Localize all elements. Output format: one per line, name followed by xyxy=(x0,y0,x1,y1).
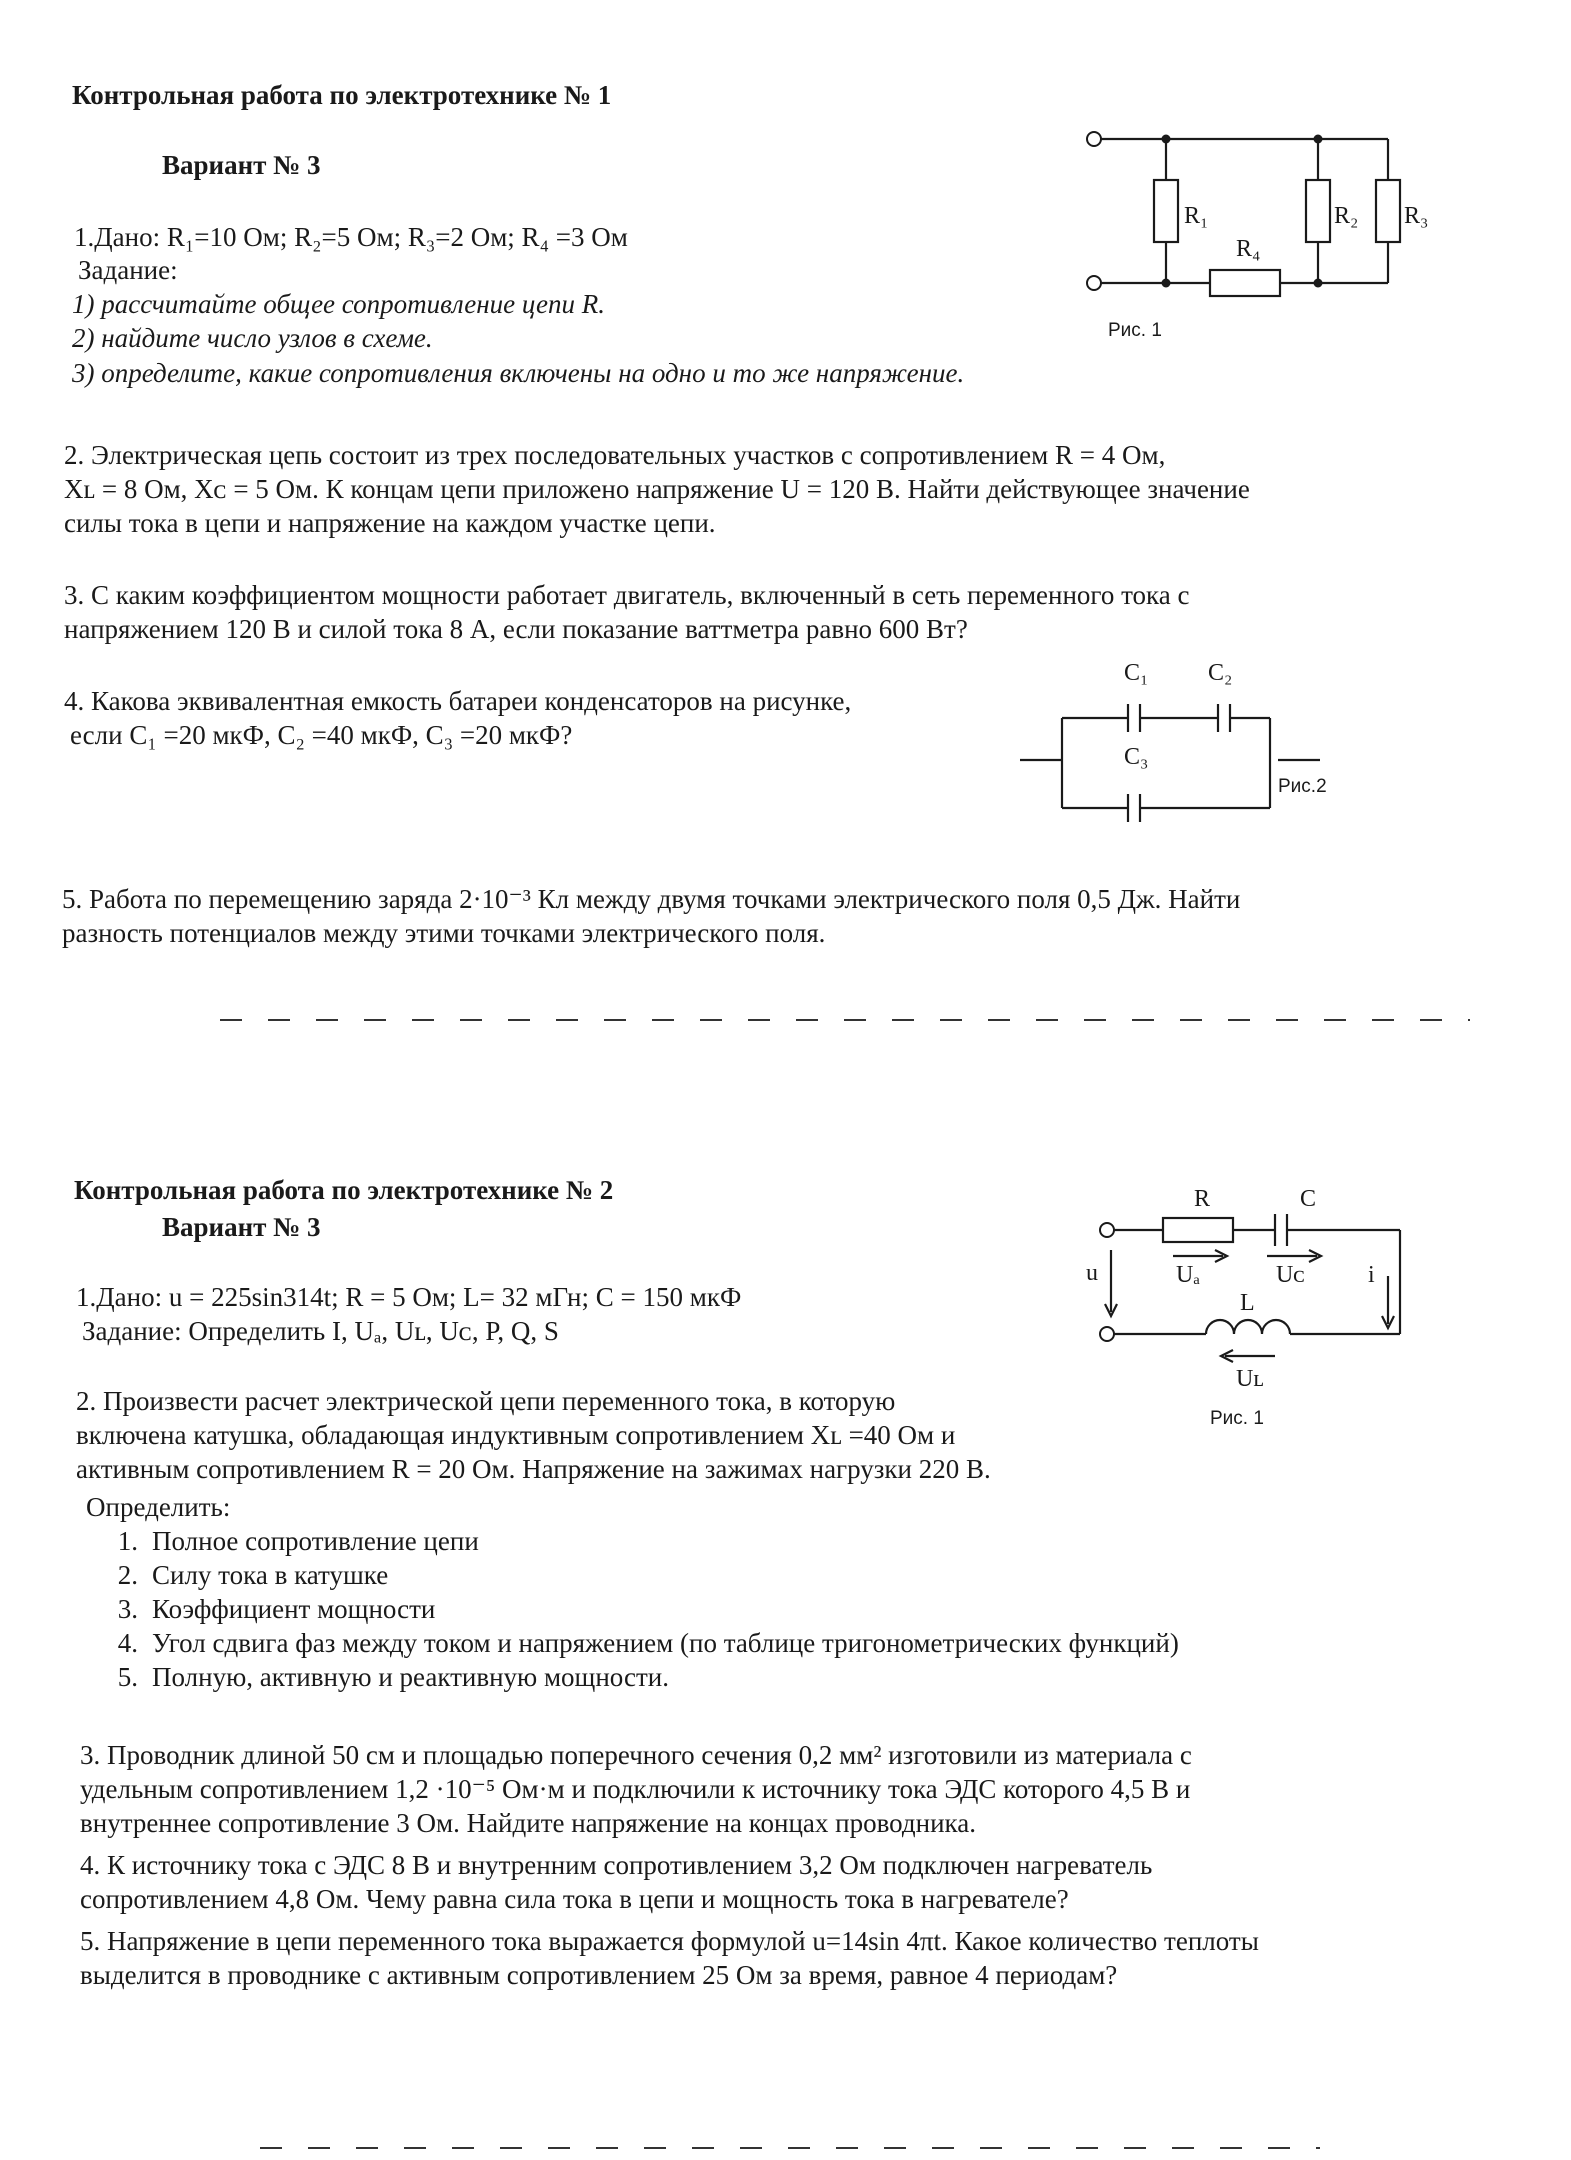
label-c1: C₁ xyxy=(1124,660,1149,686)
work2-q3-line-2: удельным сопротивлением 1,2 ·10⁻⁵ Ом·м и подключили к источнику тока ЭДС которого 4,5 В и xyxy=(80,1774,1191,1804)
work1-figure2-caption: Рис.2 xyxy=(1278,776,1327,797)
work1-q2-line-1: 2. Электрическая цепь состоит из трех последовательных участков с сопротивлением R = 4 Ом, xyxy=(64,440,1166,470)
terminal-bottom xyxy=(1100,1327,1114,1341)
resistor-r xyxy=(1163,1218,1233,1242)
work2-q1-task: Задание: Определить I, Uₐ, Uʟ, Uᴄ, P, Q, S xyxy=(82,1316,559,1346)
work1-figure2-circuit xyxy=(1020,690,1340,830)
label-r2: R₂ xyxy=(1334,203,1359,229)
list-item: 4. Угол сдвига фаз между током и напряжением (по таблице тригонометрических функций) xyxy=(117,1628,1179,1658)
list-item-text: Силу тока в катушке xyxy=(152,1560,389,1590)
work2-figure1-caption: Рис. 1 xyxy=(1210,1408,1264,1429)
work1-q3-line-2: напряжением 120 В и силой тока 8 А, если показание ваттметра равно 600 Вт? xyxy=(64,614,968,644)
work1-q1-task-1: 1) рассчитайте общее сопротивление цепи R. xyxy=(72,289,606,319)
inductor-l xyxy=(1206,1320,1290,1334)
work1-q4-line-1: 4. Какова эквивалентная емкость батареи конденсаторов на рисунке, xyxy=(64,686,852,716)
work2-title: Контрольная работа по электротехнике № 2 xyxy=(74,1175,614,1205)
work2-q1-given: 1.Дано: u = 225sin314t; R = 5 Ом; L= 32 мГн; C = 150 мкФ xyxy=(76,1282,742,1312)
list-item-text: Полную, активную и реактивную мощности. xyxy=(152,1662,669,1692)
work2-q2-line-2: включена катушка, обладающая индуктивным сопротивлением Xʟ =40 Ом и xyxy=(76,1420,956,1450)
work2-q3-line-1: 3. Проводник длиной 50 см и площадью поперечного сечения 0,2 мм² изготовили из материала с xyxy=(80,1740,1192,1770)
list-item-text: Полное сопротивление цепи xyxy=(152,1526,479,1556)
work2-q4-line-1: 4. К источнику тока с ЭДС 8 В и внутренним сопротивлением 3,2 Ом подключен нагреватель xyxy=(80,1850,1153,1880)
work1-q5-line-2: разность потенциалов между этими точками электрического поля. xyxy=(62,918,826,948)
label-r: R xyxy=(1194,1186,1211,1212)
work1-q4-line-2: если C₁ =20 мкФ, C₂ =40 мкФ, C₃ =20 мкФ? xyxy=(70,720,573,750)
work2-q2-line-4: Определить: xyxy=(86,1492,231,1522)
work1-q1-task-3: 3) определите, какие сопротивления включены на одно и то же напряжение. xyxy=(72,358,965,388)
work2-q2-line-3: активным сопротивлением R = 20 Ом. Напряжение на зажимах нагрузки 220 В. xyxy=(76,1454,991,1484)
work2-variant: Вариант № 3 xyxy=(162,1212,321,1242)
label-r3: R₃ xyxy=(1404,203,1429,229)
work1-variant: Вариант № 3 xyxy=(162,150,321,180)
list-item-text: Коэффициент мощности xyxy=(152,1594,436,1624)
list-item: 3. Коэффициент мощности xyxy=(117,1594,436,1624)
resistor-r3 xyxy=(1376,180,1400,242)
label-c3: C₃ xyxy=(1124,744,1149,770)
label-ua: Uₐ xyxy=(1176,1262,1200,1288)
work1-figure1-circuit xyxy=(1080,125,1460,315)
cut-line-bottom xyxy=(0,2138,1571,2158)
cut-line xyxy=(0,1010,1571,1030)
label-c: C xyxy=(1300,1186,1317,1212)
work2-q3-line-3: внутреннее сопротивление 3 Ом. Найдите напряжение на концах проводника. xyxy=(80,1808,976,1838)
work1-q1-task-2: 2) найдите число узлов в схеме. xyxy=(72,323,433,353)
work2-q2-line-1: 2. Произвести расчет электрической цепи переменного тока, в которую xyxy=(76,1386,896,1416)
work2-q5-line-1: 5. Напряжение в цепи переменного тока выражается формулой u=14sin 4πt. Какое количество теплоты xyxy=(80,1926,1259,1956)
label-ul: Uʟ xyxy=(1236,1366,1264,1392)
work1-q1-given: 1.Дано: R₁=10 Ом; R₂=5 Ом; R₃=2 Ом; R₄ =3 Ом xyxy=(74,222,628,252)
work1-figure1-caption: Рис. 1 xyxy=(1108,320,1162,341)
work2-q2-list xyxy=(90,1524,1179,1694)
label-r1: R₁ xyxy=(1184,203,1209,229)
terminal-bottom xyxy=(1087,276,1101,290)
resistor-r1 xyxy=(1154,180,1178,242)
work2-figure1-circuit xyxy=(1095,1200,1425,1350)
work1-q2-line-3: силы тока в цепи и напряжение на каждом участке цепи. xyxy=(64,508,716,538)
work1-q5-line-1: 5. Работа по перемещению заряда 2·10⁻³ Кл между двумя точками электрического поля 0,5 Дж. Найти xyxy=(62,884,1241,914)
label-c2: C₂ xyxy=(1208,660,1233,686)
resistor-r4 xyxy=(1210,270,1280,296)
label-uc: Uᴄ xyxy=(1276,1262,1305,1288)
list-item: 2. Силу тока в катушке xyxy=(117,1560,389,1590)
work1-q2-line-2: Xʟ = 8 Ом, Xᴄ = 5 Ом. К концам цепи приложено напряжение U = 120 В. Найти действующее значение xyxy=(64,474,1250,504)
node-dot xyxy=(1162,279,1171,288)
terminal-top xyxy=(1100,1223,1114,1237)
list-item: 1. Полное сопротивление цепи xyxy=(117,1526,479,1556)
work2-q5-line-2: выделится в проводнике с активным сопротивлением 25 Ом за время, равное 4 периодам? xyxy=(80,1960,1118,1990)
node-dot xyxy=(1162,135,1171,144)
resistor-r2 xyxy=(1306,180,1330,242)
terminal-top xyxy=(1087,132,1101,146)
label-l: L xyxy=(1240,1290,1255,1316)
work1-title: Контрольная работа по электротехнике № 1 xyxy=(72,80,612,110)
list-item-text: Угол сдвига фаз между током и напряжением (по таблице тригонометрических функций) xyxy=(152,1628,1179,1658)
list-item: 5. Полную, активную и реактивную мощности. xyxy=(117,1662,669,1692)
label-u: u xyxy=(1086,1260,1098,1286)
node-dot xyxy=(1314,135,1323,144)
node-dot xyxy=(1314,279,1323,288)
label-i: i xyxy=(1368,1262,1375,1288)
work1-q3-line-1: 3. С каким коэффициентом мощности работает двигатель, включенный в сеть переменного тока с xyxy=(64,580,1190,610)
label-r4: R₄ xyxy=(1236,236,1261,262)
work1-q1-task-label: Задание: xyxy=(78,255,178,285)
work2-q4-line-2: сопротивлением 4,8 Ом. Чему равна сила тока в цепи и мощность тока в нагревателе? xyxy=(80,1884,1069,1914)
